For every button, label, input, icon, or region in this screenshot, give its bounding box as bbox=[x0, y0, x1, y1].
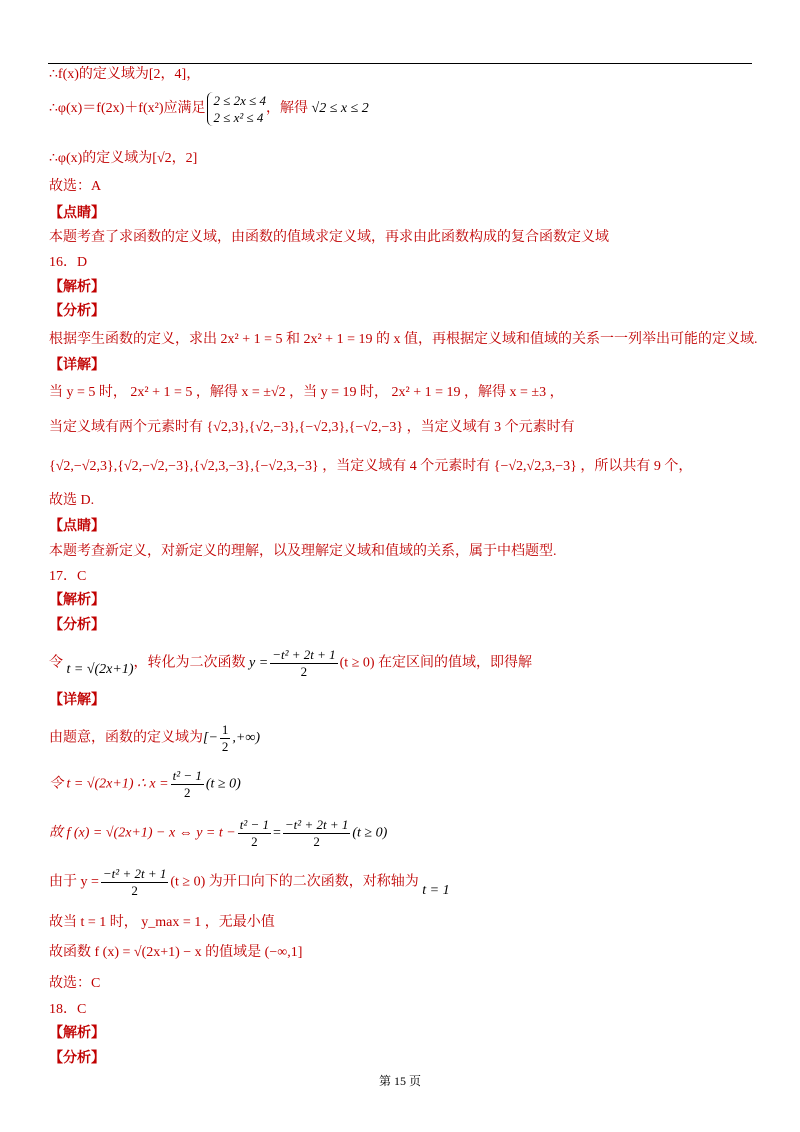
section-dianjing-15: 【点睛】 bbox=[49, 206, 105, 221]
detail-16-line2: 当定义域有两个元素时有 {√2,3},{√2,−3},{−√2,3},{−√2,−3} ，当定义域有 3 个元素时有 bbox=[49, 420, 575, 435]
fraction-quadratic: $\frac{\text{−t² + 2t + 1}}{2}$ bbox=[272, 647, 336, 679]
detail-17-max: 故当 t = 1 时， y_max = 1 ，无最小值 bbox=[49, 915, 275, 930]
detail-17-substitution: 令 t = √(2x+1) ∴ x = $\frac{\text{t² − 1}}{2}$ (t ≥ 0) bbox=[49, 768, 241, 800]
line-domain-phi: ∴φ(x)的定义域为[√2，2] bbox=[49, 151, 198, 166]
section-jiexi-16: 【解析】 bbox=[49, 280, 105, 295]
section-fenxi-16: 【分析】 bbox=[49, 304, 105, 319]
detail-17-range: 故函数 f (x) = √(2x+1) − x 的值域是 (−∞,1] bbox=[49, 945, 303, 960]
section-xiangjie-16: 【详解】 bbox=[49, 358, 105, 373]
analysis-16: 根据孪生函数的定义，求出 2x² + 1 = 5 和 2x² + 1 = 19 的 x 值，再根据定义域和值域的关系一一列举出可能的定义域. bbox=[49, 332, 758, 347]
inequality-system: 2 ≤ 2x ≤ 4 2 ≤ x² ≤ 4 bbox=[207, 92, 266, 126]
line-phi-condition: ∴φ(x)＝f(2x)＋f(x²)应满足 2 ≤ 2x ≤ 4 2 ≤ x² ≤ 4 ，解得 √2 ≤ x ≤ 2 bbox=[49, 93, 369, 125]
section-fenxi-18: 【分析】 bbox=[49, 1051, 105, 1066]
question-18-heading: 18．C bbox=[49, 1002, 87, 1017]
section-fenxi-17: 【分析】 bbox=[49, 618, 105, 633]
header-rule bbox=[48, 63, 752, 64]
answer-15: 故选：A bbox=[49, 179, 102, 194]
page-number: 第 15 页 bbox=[378, 1074, 421, 1088]
comment-16: 本题考查新定义，对新定义的理解，以及理解定义域和值域的关系，属于中档题型. bbox=[49, 544, 557, 559]
detail-17-axis: 由于 y = $\frac{\text{−t² + 2t + 1}}{2}$ (t ≥ 0) 为开口向下的二次函数，对称轴为 t = 1 bbox=[49, 866, 450, 898]
detail-16-line3: {√2,−√2,3},{√2,−√2,−3},{√2,3,−3},{−√2,3,−3} ，当定义域有 4 个元素时有 {−√2,√2,3,−3} ，所以共有 9 个， bbox=[49, 459, 693, 474]
section-jiexi-18: 【解析】 bbox=[49, 1026, 105, 1041]
analysis-17: 令 t = √(2x+1)，转化为二次函数 y = $\frac{\text{−t² + 2t + 1}}{2}$ (t ≥ 0) 在定区间的值域，即得解 bbox=[49, 647, 533, 679]
answer-16: 故选 D. bbox=[49, 493, 95, 508]
comment-15: 本题考查了求函数的定义域，由函数的值域求定义域，再求由此函数构成的复合函数定义域 bbox=[49, 230, 609, 245]
detail-17-transform: 故 f (x) = √(2x+1) − x ⇔ y = t − $\frac{\text{t² − 1}}{2}$ = $\frac{\text{−t² + 2t + 1}}{2}$ (t ≥ 0) bbox=[49, 817, 388, 849]
section-xiangjie-17: 【详解】 bbox=[49, 693, 105, 708]
question-16-heading: 16．D bbox=[49, 255, 88, 270]
section-dianjing-16: 【点睛】 bbox=[49, 519, 105, 534]
detail-17-domain: 由题意，函数的定义域为[− $\frac{1}{2}$ ,+∞) bbox=[49, 722, 260, 754]
question-17-heading: 17．C bbox=[49, 569, 87, 584]
line-domain-f: ∴f(x)的定义域为[2，4]， bbox=[49, 67, 201, 82]
section-jiexi-17: 【解析】 bbox=[49, 593, 105, 608]
answer-17: 故选：C bbox=[49, 976, 101, 991]
detail-16-line1: 当 y = 5 时， 2x² + 1 = 5 ，解得 x = ±√2 ，当 y = 19 时， 2x² + 1 = 19 ，解得 x = ±3 ， bbox=[49, 385, 564, 400]
